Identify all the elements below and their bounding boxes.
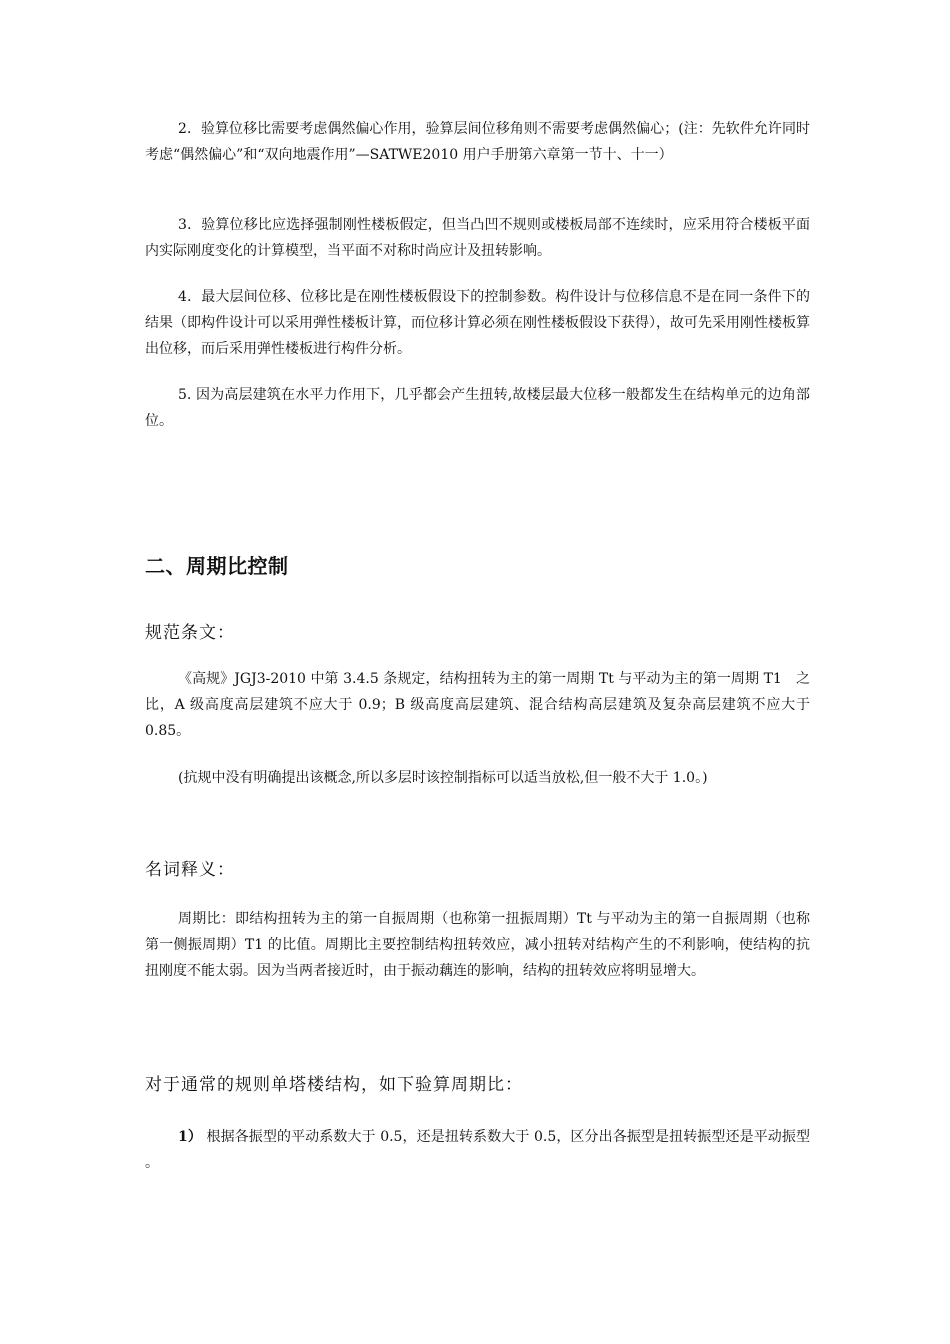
code-clause-text: 《高规》JGJ3-2010 中第 3.4.5 条规定，结构扭转为主的第一周期 Tt 与平动为主的第一周期 T1 之比，A 级高度高层建筑不应大于 0.9；B 级高度高层建筑、混合结构高层建筑及复杂高层建筑不应大于 0.85。 [145,671,810,739]
paragraph-item-4: 4．最大层间位移、位移比是在刚性楼板假设下的控制参数。构件设计与位移信息不是在同一条件下的结果（即构件设计可以采用弹性楼板计算，而位移计算必须在刚性楼板假设下获得），故可先采用刚性楼板算出位移，而后采用弹性楼板进行构件分析。 [145,289,810,357]
step-text: 根据各振型的平动系数大于 0.5，还是扭转系数大于 0.5，区分出各振型是扭转振型还是平动振型 。 [145,1129,810,1171]
calculation-step-1 [145,1124,810,1176]
step-number: 1） [178,1129,202,1145]
term-definition-text: 周期比：即结构扭转为主的第一自振周期（也称第一扭振周期）Tt 与平动为主的第一自振周期（也称第一侧振周期）T1 的比值。周期比主要控制结构扭转效应，减小扭转对结构产生的不利影响，使结构的抗扭刚度不能太弱。因为当两者接近时，由于振动藕连的影响，结构的扭转效应将明显增大。 [145,911,810,979]
code-clause-label: 规范条文： [145,623,235,643]
paragraph-item-2: 2．验算位移比需要考虑偶然偏心作用，验算层间位移角则不需要考虑偶然偏心；(注：先软件允许同时考虑“偶然偏心”和“双向地震作用”—SATWE2010 用户手册第六章第一节十、十一） [145,121,810,163]
calculation-intro: 对于通常的规则单塔楼结构，如下验算周期比： [145,1075,523,1095]
paragraph-item-5: 5. 因为高层建筑在水平力作用下，几乎都会产生扭转,故楼层最大位移一般都发生在结构单元的边角部位。 [145,387,810,429]
term-definition-label: 名词释义： [145,860,235,880]
paragraph-item-3: 3．验算位移比应选择强制刚性楼板假定，但当凸凹不规则或楼板局部不连续时，应采用符合楼板平面内实际刚度变化的计算模型，当平面不对称时尚应计及扭转影响。 [145,217,810,259]
section-heading: 二、周期比控制 [145,554,289,578]
code-clause-note: (抗规中没有明确提出该概念,所以多层时该控制指标可以适当放松,但一般不大于 1.0。) [178,770,708,786]
